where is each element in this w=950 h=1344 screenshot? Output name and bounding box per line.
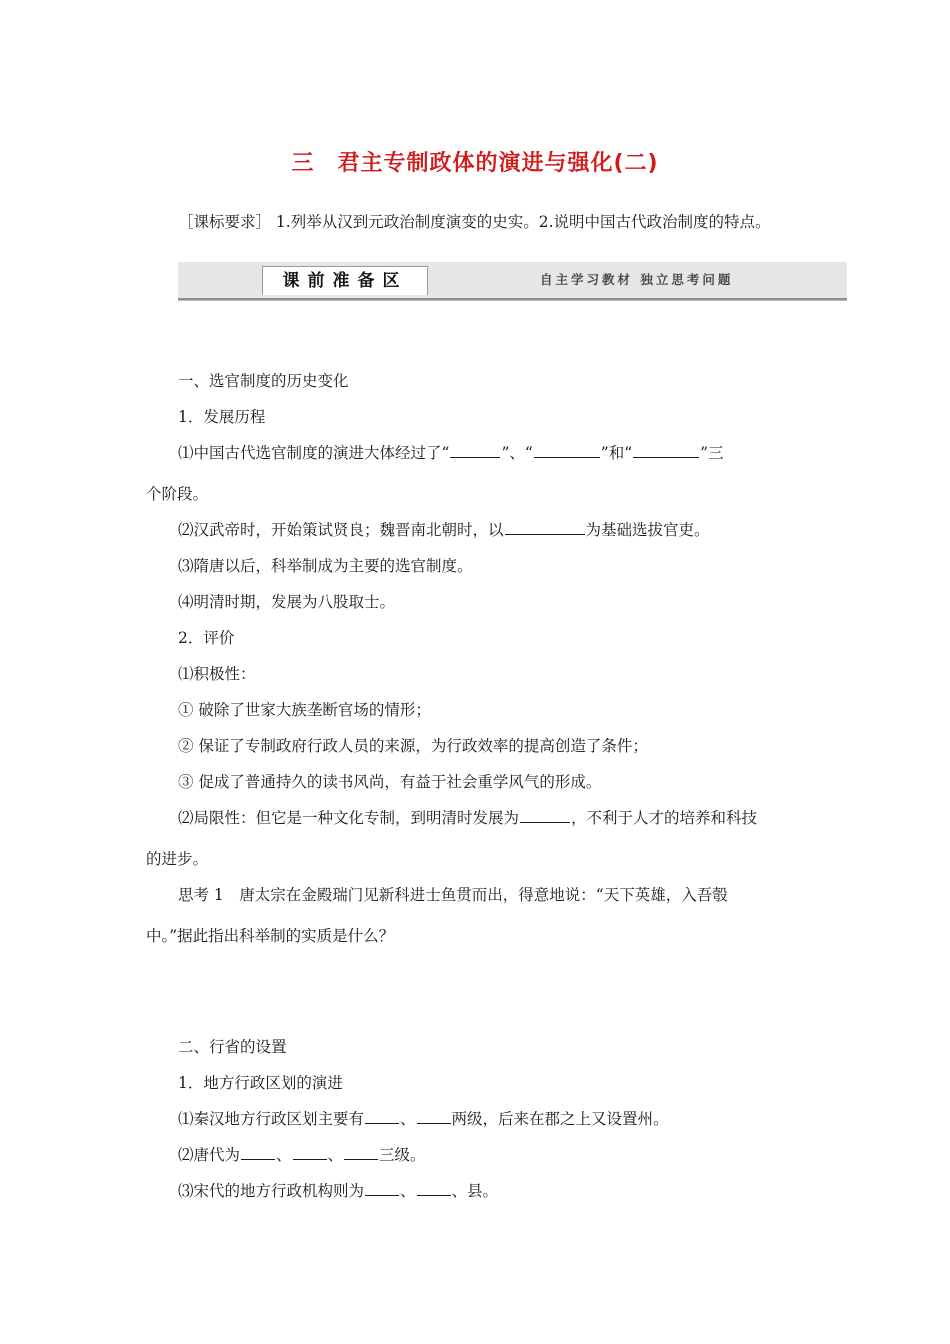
fill-blank bbox=[365, 1109, 399, 1124]
fill-blank bbox=[293, 1145, 327, 1160]
banner-divider bbox=[178, 300, 847, 301]
paragraph-1a-cont: 个阶段。 bbox=[146, 485, 209, 503]
paragraph-2b bbox=[178, 808, 757, 828]
fill-blank bbox=[633, 443, 699, 458]
paragraph-1c: ⑶隋唐以后，科举制成为主要的选官制度。 bbox=[178, 557, 473, 575]
section2-heading: 二、行省的设置 bbox=[178, 1038, 287, 1056]
fill-blank bbox=[344, 1145, 378, 1160]
list-item: ③ 促成了普通持久的读书风尚，有益于社会重学风气的形成。 bbox=[178, 773, 602, 791]
text: ⑵局限性：但它是一种文化专制，到明清时发展为 bbox=[178, 809, 520, 827]
section2-sub1: 1．地方行政区划的演进 bbox=[178, 1074, 343, 1092]
paragraph-2b-cont: 的进步。 bbox=[146, 850, 209, 868]
text: ⑴中国古代选官制度的演进大体经过了“ bbox=[178, 444, 450, 462]
paragraph-2a: ⑴积极性： bbox=[178, 665, 256, 683]
s2-paragraph-1 bbox=[178, 1109, 669, 1129]
fill-blank bbox=[534, 443, 600, 458]
fill-blank bbox=[241, 1145, 275, 1160]
banner-subtitle: 自主学习教材 独立思考问题 bbox=[540, 272, 734, 287]
fill-blank bbox=[520, 808, 570, 823]
text: 、 bbox=[400, 1110, 416, 1128]
text: 两级，后来在郡之上又设置州。 bbox=[451, 1110, 669, 1128]
fill-blank bbox=[417, 1181, 451, 1196]
text: 、 bbox=[400, 1182, 416, 1200]
list-item: ② 保证了专制政府行政人员的来源，为行政效率的提高创造了条件； bbox=[178, 737, 648, 755]
paragraph-1b bbox=[178, 520, 710, 540]
section1-sub1: 1．发展历程 bbox=[178, 408, 266, 426]
text: ⑶宋代的地方行政机构则为 bbox=[178, 1182, 365, 1200]
text: 三级。 bbox=[379, 1146, 426, 1164]
text: ”、“ bbox=[501, 444, 533, 462]
text: ”和“ bbox=[600, 444, 633, 462]
text: ”三 bbox=[700, 444, 724, 462]
text: ⑴秦汉地方行政区划主要有 bbox=[178, 1110, 365, 1128]
section1-sub2: 2．评价 bbox=[178, 629, 235, 647]
fill-blank bbox=[417, 1109, 451, 1124]
think-question-1: 思考 1 唐太宗在金殿瑞门见新科进士鱼贯而出，得意地说：“天下英雄，入吾彀 bbox=[178, 886, 728, 904]
paragraph-1a bbox=[178, 443, 724, 463]
think-question-1-cont: 中。”据此指出科举制的实质是什么？ bbox=[146, 927, 395, 945]
text: ，不利于人才的培养和科技 bbox=[571, 809, 758, 827]
text: 、 bbox=[276, 1146, 292, 1164]
s2-paragraph-3 bbox=[178, 1181, 498, 1201]
fill-blank bbox=[365, 1181, 399, 1196]
fill-blank bbox=[450, 443, 500, 458]
text: 、县。 bbox=[451, 1182, 499, 1200]
page-title: 三 君主专制政体的演进与强化(二) bbox=[291, 151, 659, 176]
text: 为基础选拔官吏。 bbox=[585, 521, 710, 539]
fill-blank bbox=[505, 520, 585, 535]
text: 、 bbox=[327, 1146, 344, 1164]
list-item: ① 破除了世家大族垄断官场的情形； bbox=[178, 701, 431, 719]
paragraph-1d: ⑷明清时期，发展为八股取士。 bbox=[178, 593, 396, 611]
text: ⑵汉武帝时，开始策试贤良；魏晋南北朝时，以 bbox=[178, 521, 504, 539]
text: ⑵唐代为 bbox=[178, 1146, 241, 1164]
banner-tab-label: 课前准备区 bbox=[262, 266, 428, 295]
curriculum-requirement: ［课标要求］ 1.列举从汉到元政治制度演变的史实。2.说明中国古代政治制度的特点。 bbox=[178, 213, 771, 231]
section1-heading: 一、选官制度的历史变化 bbox=[178, 372, 349, 390]
s2-paragraph-2 bbox=[178, 1145, 426, 1165]
